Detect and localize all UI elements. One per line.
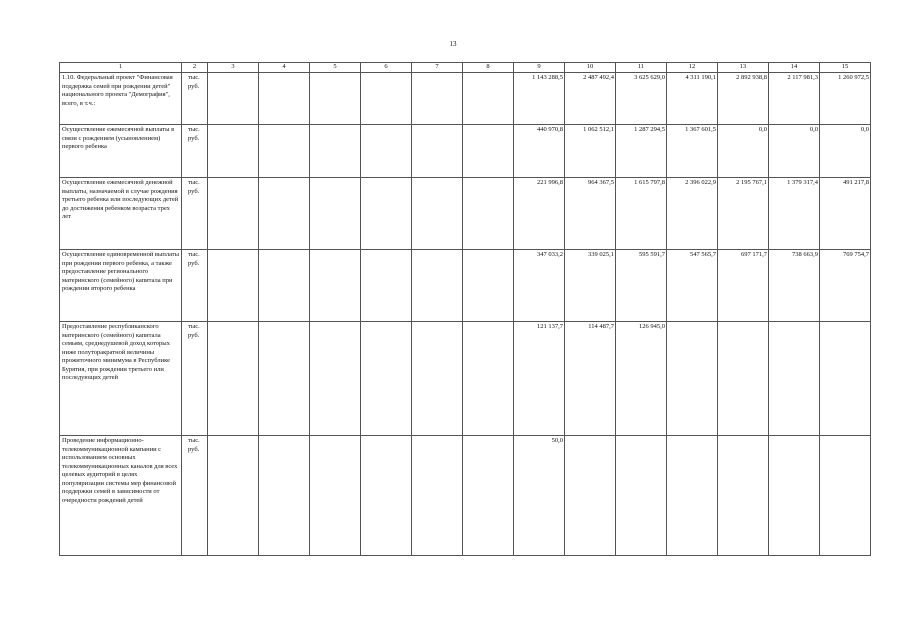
column-header: 4 xyxy=(259,63,310,73)
value-cell: 738 663,9 xyxy=(769,250,820,322)
row-label: Осуществление ежемесячной выплаты в связи с рождением (усыновлением) первого ребенка xyxy=(60,125,182,178)
column-header: 9 xyxy=(514,63,565,73)
value-cell: 126 945,0 xyxy=(616,322,667,436)
value-cell xyxy=(259,125,310,178)
value-cell: 1 143 288,5 xyxy=(514,73,565,125)
value-cell xyxy=(310,322,361,436)
value-cell: 2 892 938,8 xyxy=(718,73,769,125)
value-cell xyxy=(412,436,463,556)
column-header: 2 xyxy=(182,63,208,73)
value-cell xyxy=(361,73,412,125)
value-cell xyxy=(259,178,310,250)
value-cell xyxy=(361,250,412,322)
value-cell xyxy=(208,322,259,436)
value-cell xyxy=(769,322,820,436)
value-cell xyxy=(463,250,514,322)
value-cell xyxy=(208,125,259,178)
column-header: 6 xyxy=(361,63,412,73)
value-cell xyxy=(667,322,718,436)
value-cell: 339 025,1 xyxy=(565,250,616,322)
value-cell xyxy=(310,178,361,250)
row-unit: тыс. руб. xyxy=(182,125,208,178)
value-cell xyxy=(769,436,820,556)
row-unit: тыс. руб. xyxy=(182,178,208,250)
value-cell: 347 033,2 xyxy=(514,250,565,322)
value-cell xyxy=(259,73,310,125)
value-cell: 121 137,7 xyxy=(514,322,565,436)
value-cell: 50,0 xyxy=(514,436,565,556)
value-cell xyxy=(310,250,361,322)
value-cell: 1 260 972,5 xyxy=(820,73,871,125)
value-cell: 1 287 294,5 xyxy=(616,125,667,178)
row-unit: тыс. руб. xyxy=(182,250,208,322)
value-cell: 2 487 492,4 xyxy=(565,73,616,125)
value-cell: 221 996,8 xyxy=(514,178,565,250)
row-label: Предоставление республиканского материнского (семейного) капитала семьям, среднедушевой доход которых ниже полуторакратной величины прожиточного минимума в Республике Бурятия, при рождении третьего или последующих детей xyxy=(60,322,182,436)
column-header: 1 xyxy=(60,63,182,73)
value-cell xyxy=(718,322,769,436)
value-cell xyxy=(820,322,871,436)
column-header: 14 xyxy=(769,63,820,73)
value-cell xyxy=(361,178,412,250)
value-cell xyxy=(565,436,616,556)
value-cell xyxy=(310,125,361,178)
column-header: 12 xyxy=(667,63,718,73)
row-label: Проведение информационно-телекоммуникационной кампании с использованием основных телекоммуникационных каналов для всех целевых аудиторий в целях популяризации системы мер финансовой поддержки семей в зависимости от очередности рождений детей xyxy=(60,436,182,556)
value-cell xyxy=(310,73,361,125)
value-cell xyxy=(718,436,769,556)
value-cell xyxy=(208,436,259,556)
value-cell xyxy=(820,436,871,556)
value-cell xyxy=(412,125,463,178)
column-header: 13 xyxy=(718,63,769,73)
value-cell xyxy=(412,178,463,250)
column-header: 15 xyxy=(820,63,871,73)
value-cell: 1 615 797,8 xyxy=(616,178,667,250)
column-header: 7 xyxy=(412,63,463,73)
column-header: 10 xyxy=(565,63,616,73)
row-unit: тыс. руб. xyxy=(182,73,208,125)
value-cell xyxy=(259,436,310,556)
value-cell xyxy=(463,73,514,125)
table-row xyxy=(60,322,871,436)
value-cell xyxy=(259,322,310,436)
value-cell xyxy=(463,178,514,250)
value-cell xyxy=(463,125,514,178)
value-cell xyxy=(208,73,259,125)
value-cell xyxy=(463,322,514,436)
value-cell: 4 311 190,1 xyxy=(667,73,718,125)
column-header: 3 xyxy=(208,63,259,73)
value-cell xyxy=(463,436,514,556)
value-cell xyxy=(361,436,412,556)
column-header: 8 xyxy=(463,63,514,73)
page-number: 13 xyxy=(449,40,457,48)
value-cell: 0,0 xyxy=(718,125,769,178)
budget-table xyxy=(59,62,871,556)
table-row xyxy=(60,250,871,322)
value-cell xyxy=(412,322,463,436)
header-row xyxy=(60,63,871,73)
value-cell: 1 367 601,5 xyxy=(667,125,718,178)
value-cell: 0,0 xyxy=(769,125,820,178)
value-cell: 2 195 767,1 xyxy=(718,178,769,250)
row-label: 1.10. Федеральный проект "Финансовая поддержка семей при рождении детей" национального проекта "Демография", всего, в т.ч.: xyxy=(60,73,182,125)
value-cell: 440 970,8 xyxy=(514,125,565,178)
row-unit: тыс. руб. xyxy=(182,436,208,556)
value-cell xyxy=(616,436,667,556)
value-cell: 491 217,8 xyxy=(820,178,871,250)
value-cell: 595 591,7 xyxy=(616,250,667,322)
value-cell: 114 487,7 xyxy=(565,322,616,436)
table-row xyxy=(60,436,871,556)
value-cell xyxy=(361,322,412,436)
table-row xyxy=(60,73,871,125)
value-cell xyxy=(412,73,463,125)
value-cell: 1 379 317,4 xyxy=(769,178,820,250)
value-cell xyxy=(208,250,259,322)
table-row xyxy=(60,125,871,178)
value-cell: 964 367,5 xyxy=(565,178,616,250)
row-label: Осуществление ежемесячной денежной выплаты, назначаемой в случае рождения третьего ребенка или последующих детей до достижения ребенком возраста трех лет xyxy=(60,178,182,250)
value-cell xyxy=(310,436,361,556)
value-cell: 769 754,7 xyxy=(820,250,871,322)
column-header: 5 xyxy=(310,63,361,73)
value-cell: 3 625 629,0 xyxy=(616,73,667,125)
value-cell xyxy=(412,250,463,322)
value-cell: 2 117 981,3 xyxy=(769,73,820,125)
value-cell: 0,0 xyxy=(820,125,871,178)
value-cell xyxy=(667,436,718,556)
value-cell xyxy=(361,125,412,178)
value-cell: 2 396 022,9 xyxy=(667,178,718,250)
value-cell: 1 062 512,1 xyxy=(565,125,616,178)
value-cell: 697 171,7 xyxy=(718,250,769,322)
row-unit: тыс. руб. xyxy=(182,322,208,436)
table-row xyxy=(60,178,871,250)
value-cell: 547 565,7 xyxy=(667,250,718,322)
column-header: 11 xyxy=(616,63,667,73)
value-cell xyxy=(208,178,259,250)
row-label: Осуществление единовременной выплаты при рождении первого ребенка, а также предоставление регионального материнского (семейного) капитала при рождении второго ребенка xyxy=(60,250,182,322)
value-cell xyxy=(259,250,310,322)
